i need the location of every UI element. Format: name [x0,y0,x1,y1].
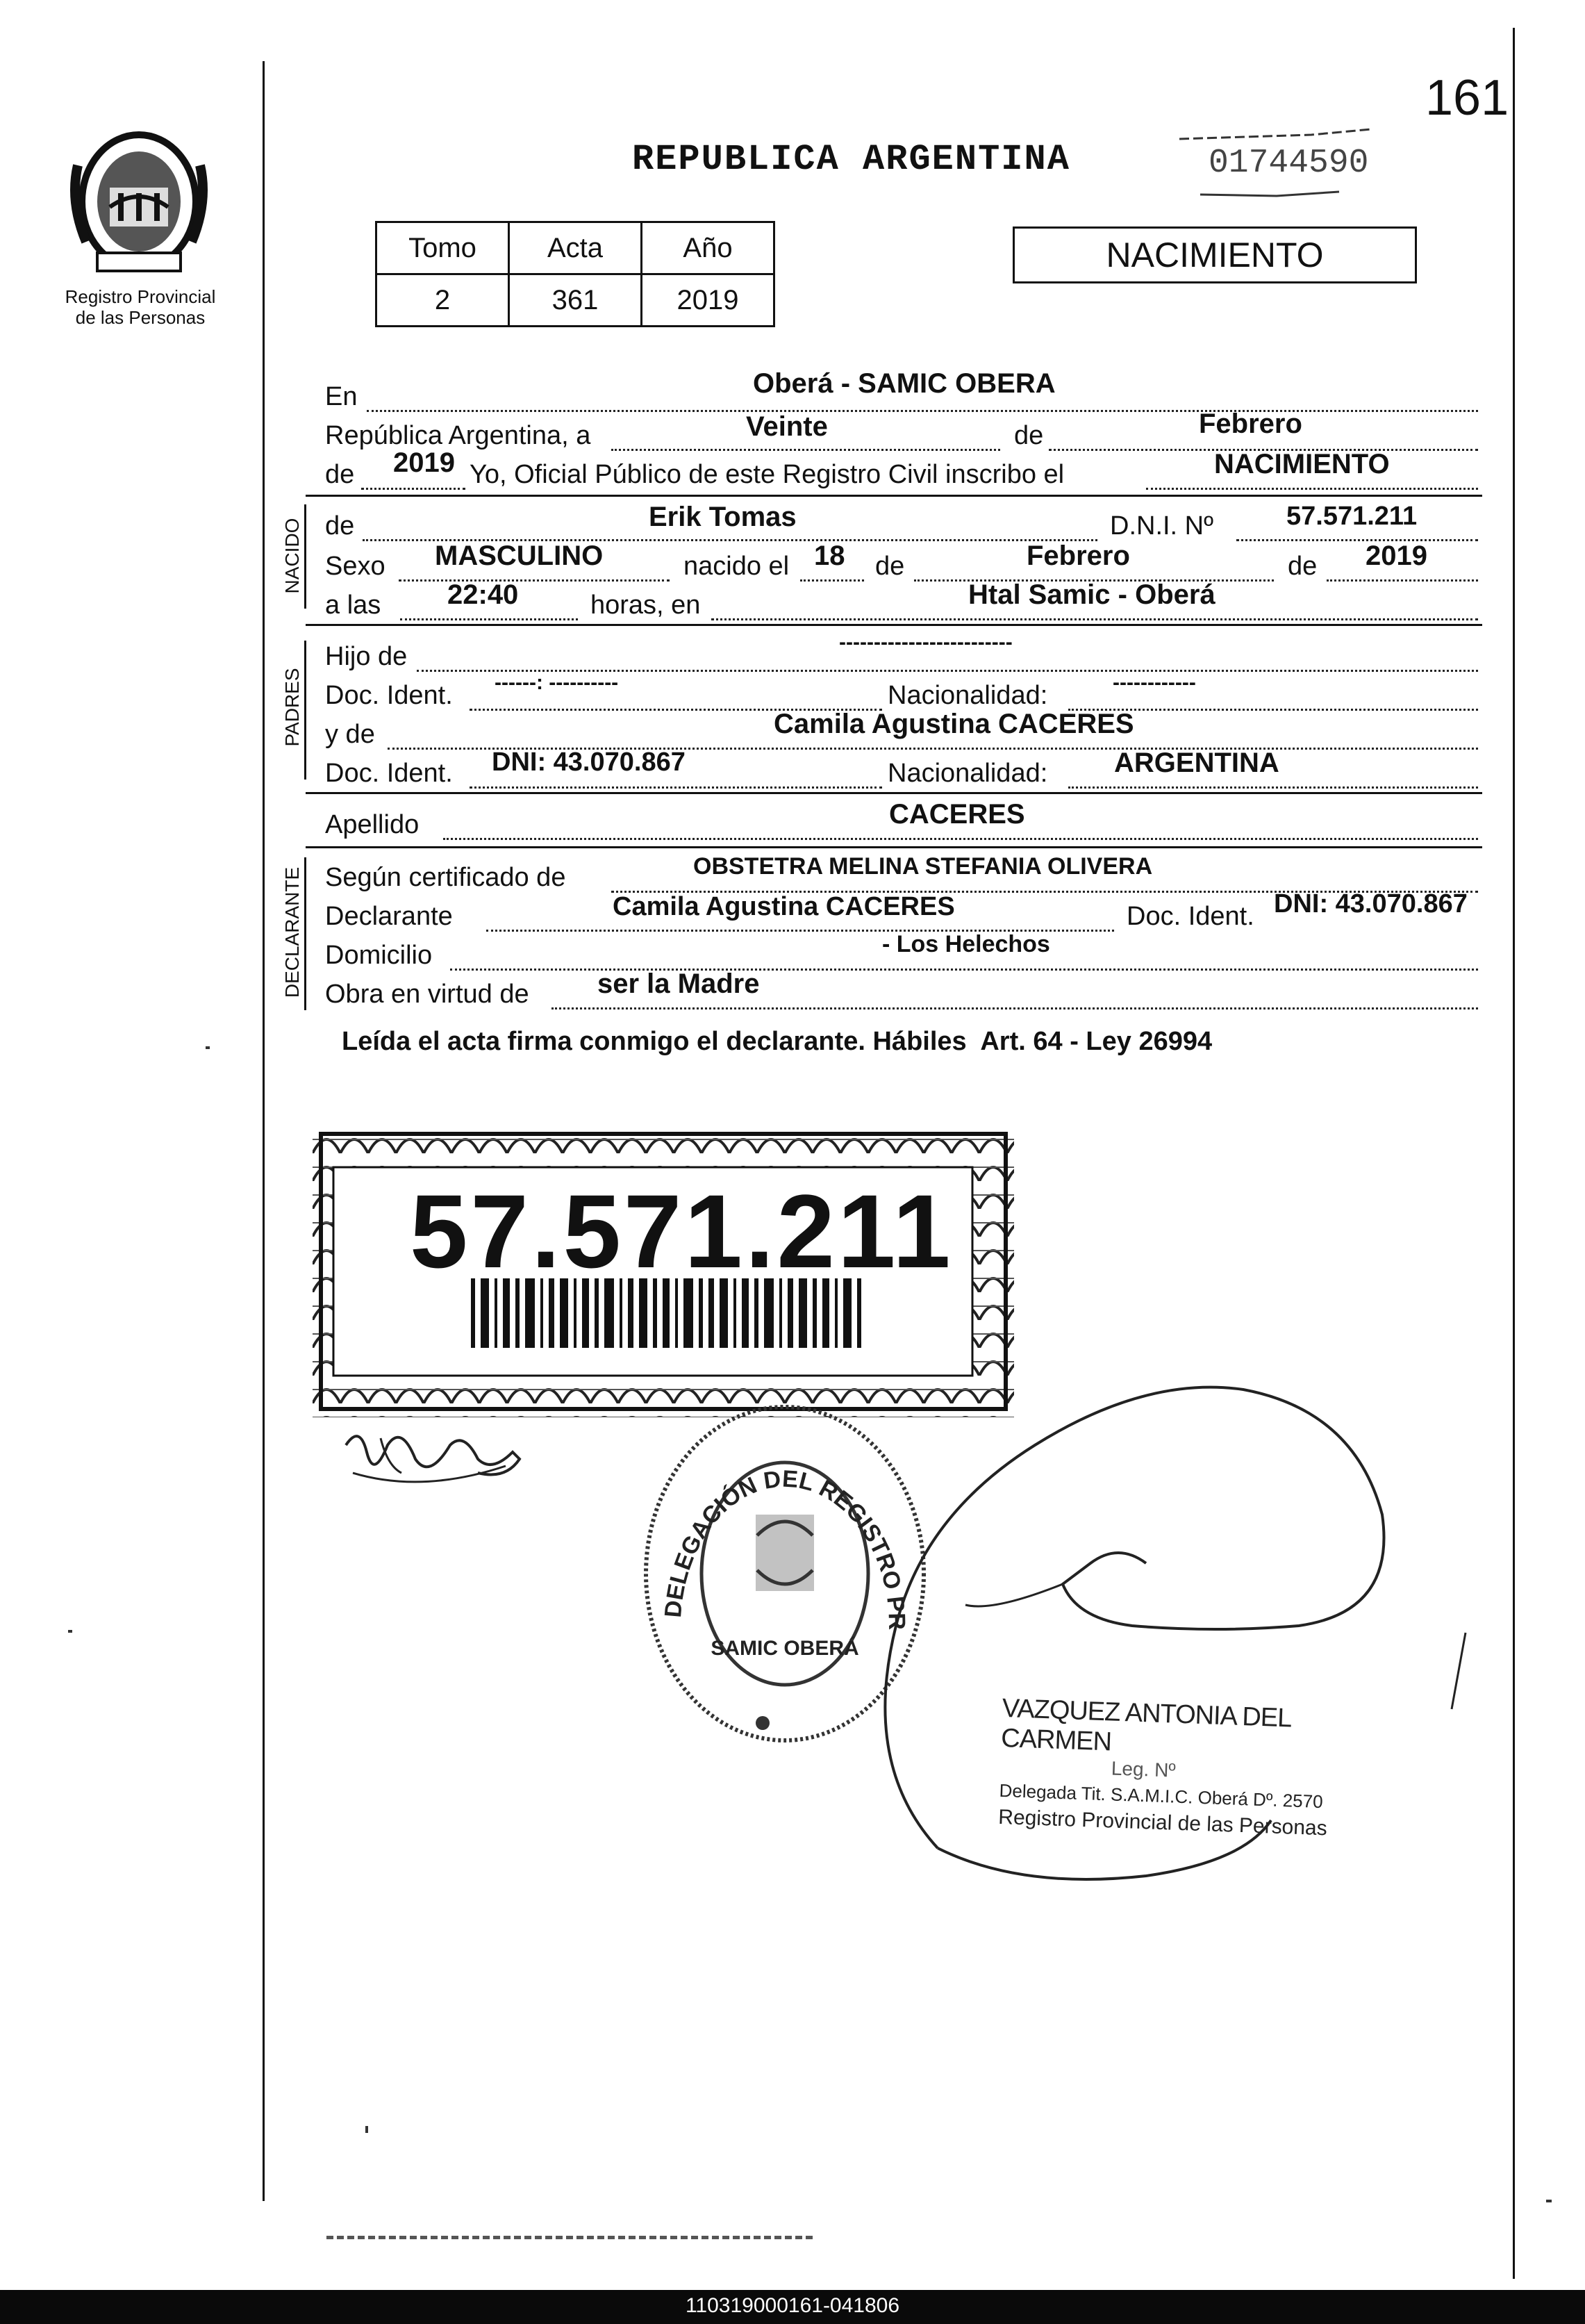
side-label-nacido: NACIDO [281,518,303,594]
republica-label: República Argentina, a [325,421,591,450]
section-divider-4 [306,846,1482,848]
signatory-name: VAZQUEZ ANTONIA DEL CARMEN [1000,1693,1291,1757]
day-value: Veinte [746,411,828,442]
left-margin-rule [263,61,265,2201]
sexo-label: Sexo [325,552,385,581]
birth-day: 18 [814,541,845,571]
bottom-scan-strip [326,2232,813,2239]
cert-label: Según certificado de [325,863,566,892]
inscribo-label: Yo, Oficial Público de este Registro Civil inscribo el [470,460,1065,489]
seal-inner-text: SAMIC OBERÁ [711,1637,859,1660]
inscribo-value: NACIMIENTO [1214,449,1390,479]
reference-table [375,221,775,327]
right-margin-rule [1513,28,1515,2279]
nac1-label: Nacionalidad: [888,681,1048,710]
signatory-line3: Delegada Tit. S.A.M.I.C. Oberá Dº. 2570 [999,1779,1324,1813]
de2-label: de [325,460,355,489]
birth-year: 2019 [1366,541,1427,571]
signatory-line2: Leg. Nº [1111,1757,1177,1781]
en-value: Oberá - SAMIC OBERA [753,368,1056,399]
time-value: 22:40 [447,579,519,610]
scan-mark [68,1630,72,1633]
doc1-label: Doc. Ident. [325,681,453,710]
acta-header: Acta [509,222,642,274]
nacido-label: nacido el [683,552,790,581]
yde-label: y de [325,720,375,749]
dni-value: 57.571.211 [1286,502,1418,531]
declarant-signature [339,1417,533,1501]
horas-label: horas, en [590,591,701,620]
document-type: NACIMIENTO [1106,236,1324,274]
decl-doc-value: DNI: 43.070.867 [1274,889,1468,918]
nombre-value: Erik Tomas [649,502,797,532]
registry-name: Registro Provincial de las Personas [65,286,216,328]
scan-mark [1546,2200,1552,2202]
birth-de-label: de [875,552,905,581]
dom-value: - Los Helechos [882,931,1050,957]
acta-value: 361 [509,274,642,327]
de-label: de [1014,421,1044,450]
document-title: REPUBLICA ARGENTINA [632,139,1070,180]
place-value: Htal Samic - Oberá [968,579,1215,610]
year-value: 2019 [393,447,455,478]
decl-value: Camila Agustina CACERES [613,892,955,921]
apellido-label: Apellido [325,810,420,839]
signatory-line4: Registro Provincial de las Personas [997,1805,1328,1840]
obra-value: ser la Madre [597,969,760,999]
closing-statement: Leída el acta firma conmigo el declarante. Hábiles Art. 64 - Ley 26994 [342,1027,1213,1056]
sexo-value: MASCULINO [435,541,604,571]
footer-bar [0,2290,1585,2324]
obra-label: Obra en virtud de [325,980,529,1009]
nacido-bracket [304,504,306,609]
decl-label: Declarante [325,902,453,931]
nac2-value: ARGENTINA [1114,748,1279,778]
alas-label: a las [325,591,381,620]
signatory-stamp [998,1694,1405,1843]
nac1-value: ------------ [1113,671,1196,694]
scan-mark [206,1046,210,1049]
doc2-label: Doc. Ident. [325,759,453,788]
apellido-value: CACERES [889,799,1025,830]
nombre-label: de [325,511,355,541]
seal-emblem [756,1515,814,1591]
hijo-label: Hijo de [325,642,408,671]
scan-mark [365,2126,368,2133]
tomo-value: 2 [376,274,509,327]
cert-value: OBSTETRA MELINA STEFANIA OLIVERA [693,853,1153,880]
page-number: 161 [1425,70,1509,126]
month-value: Febrero [1199,409,1302,439]
document-type-box [1013,226,1417,283]
hijo-value: ------------------------- [839,631,1013,654]
doc1-value: ------: ---------- [495,671,619,694]
birth-month: Febrero [1027,541,1130,571]
serial-stamp: 01744590 [1172,120,1378,203]
birth-de2-label: de [1288,552,1318,581]
seal-ring-text: DELEGACIÓN DEL REGISTRO PR [660,1465,911,1631]
dni-label: D.N.I. Nº [1110,511,1213,541]
padres-bracket [304,641,306,780]
side-label-declarante: DECLARANTE [281,866,303,998]
anio-value: 2019 [642,274,774,327]
section-divider-2 [306,624,1482,626]
declarante-bracket [304,857,306,1010]
sticker-number: 57.571.211 [410,1173,954,1289]
footer-code: 110319000161-041806 [685,2294,900,2317]
section-divider-3 [306,792,1482,794]
anio-header: Año [642,222,774,274]
section-divider-1 [306,495,1482,497]
madre-value: Camila Agustina CACERES [774,709,1134,739]
doc2-value: DNI: 43.070.867 [492,748,686,777]
dom-label: Domicilio [325,941,433,970]
tomo-header: Tomo [376,222,509,274]
en-label: En [325,382,358,411]
side-label-padres: PADRES [281,668,303,747]
decl-doc-label: Doc. Ident. [1127,902,1254,931]
province-logo [69,124,208,283]
nac2-label: Nacionalidad: [888,759,1048,788]
